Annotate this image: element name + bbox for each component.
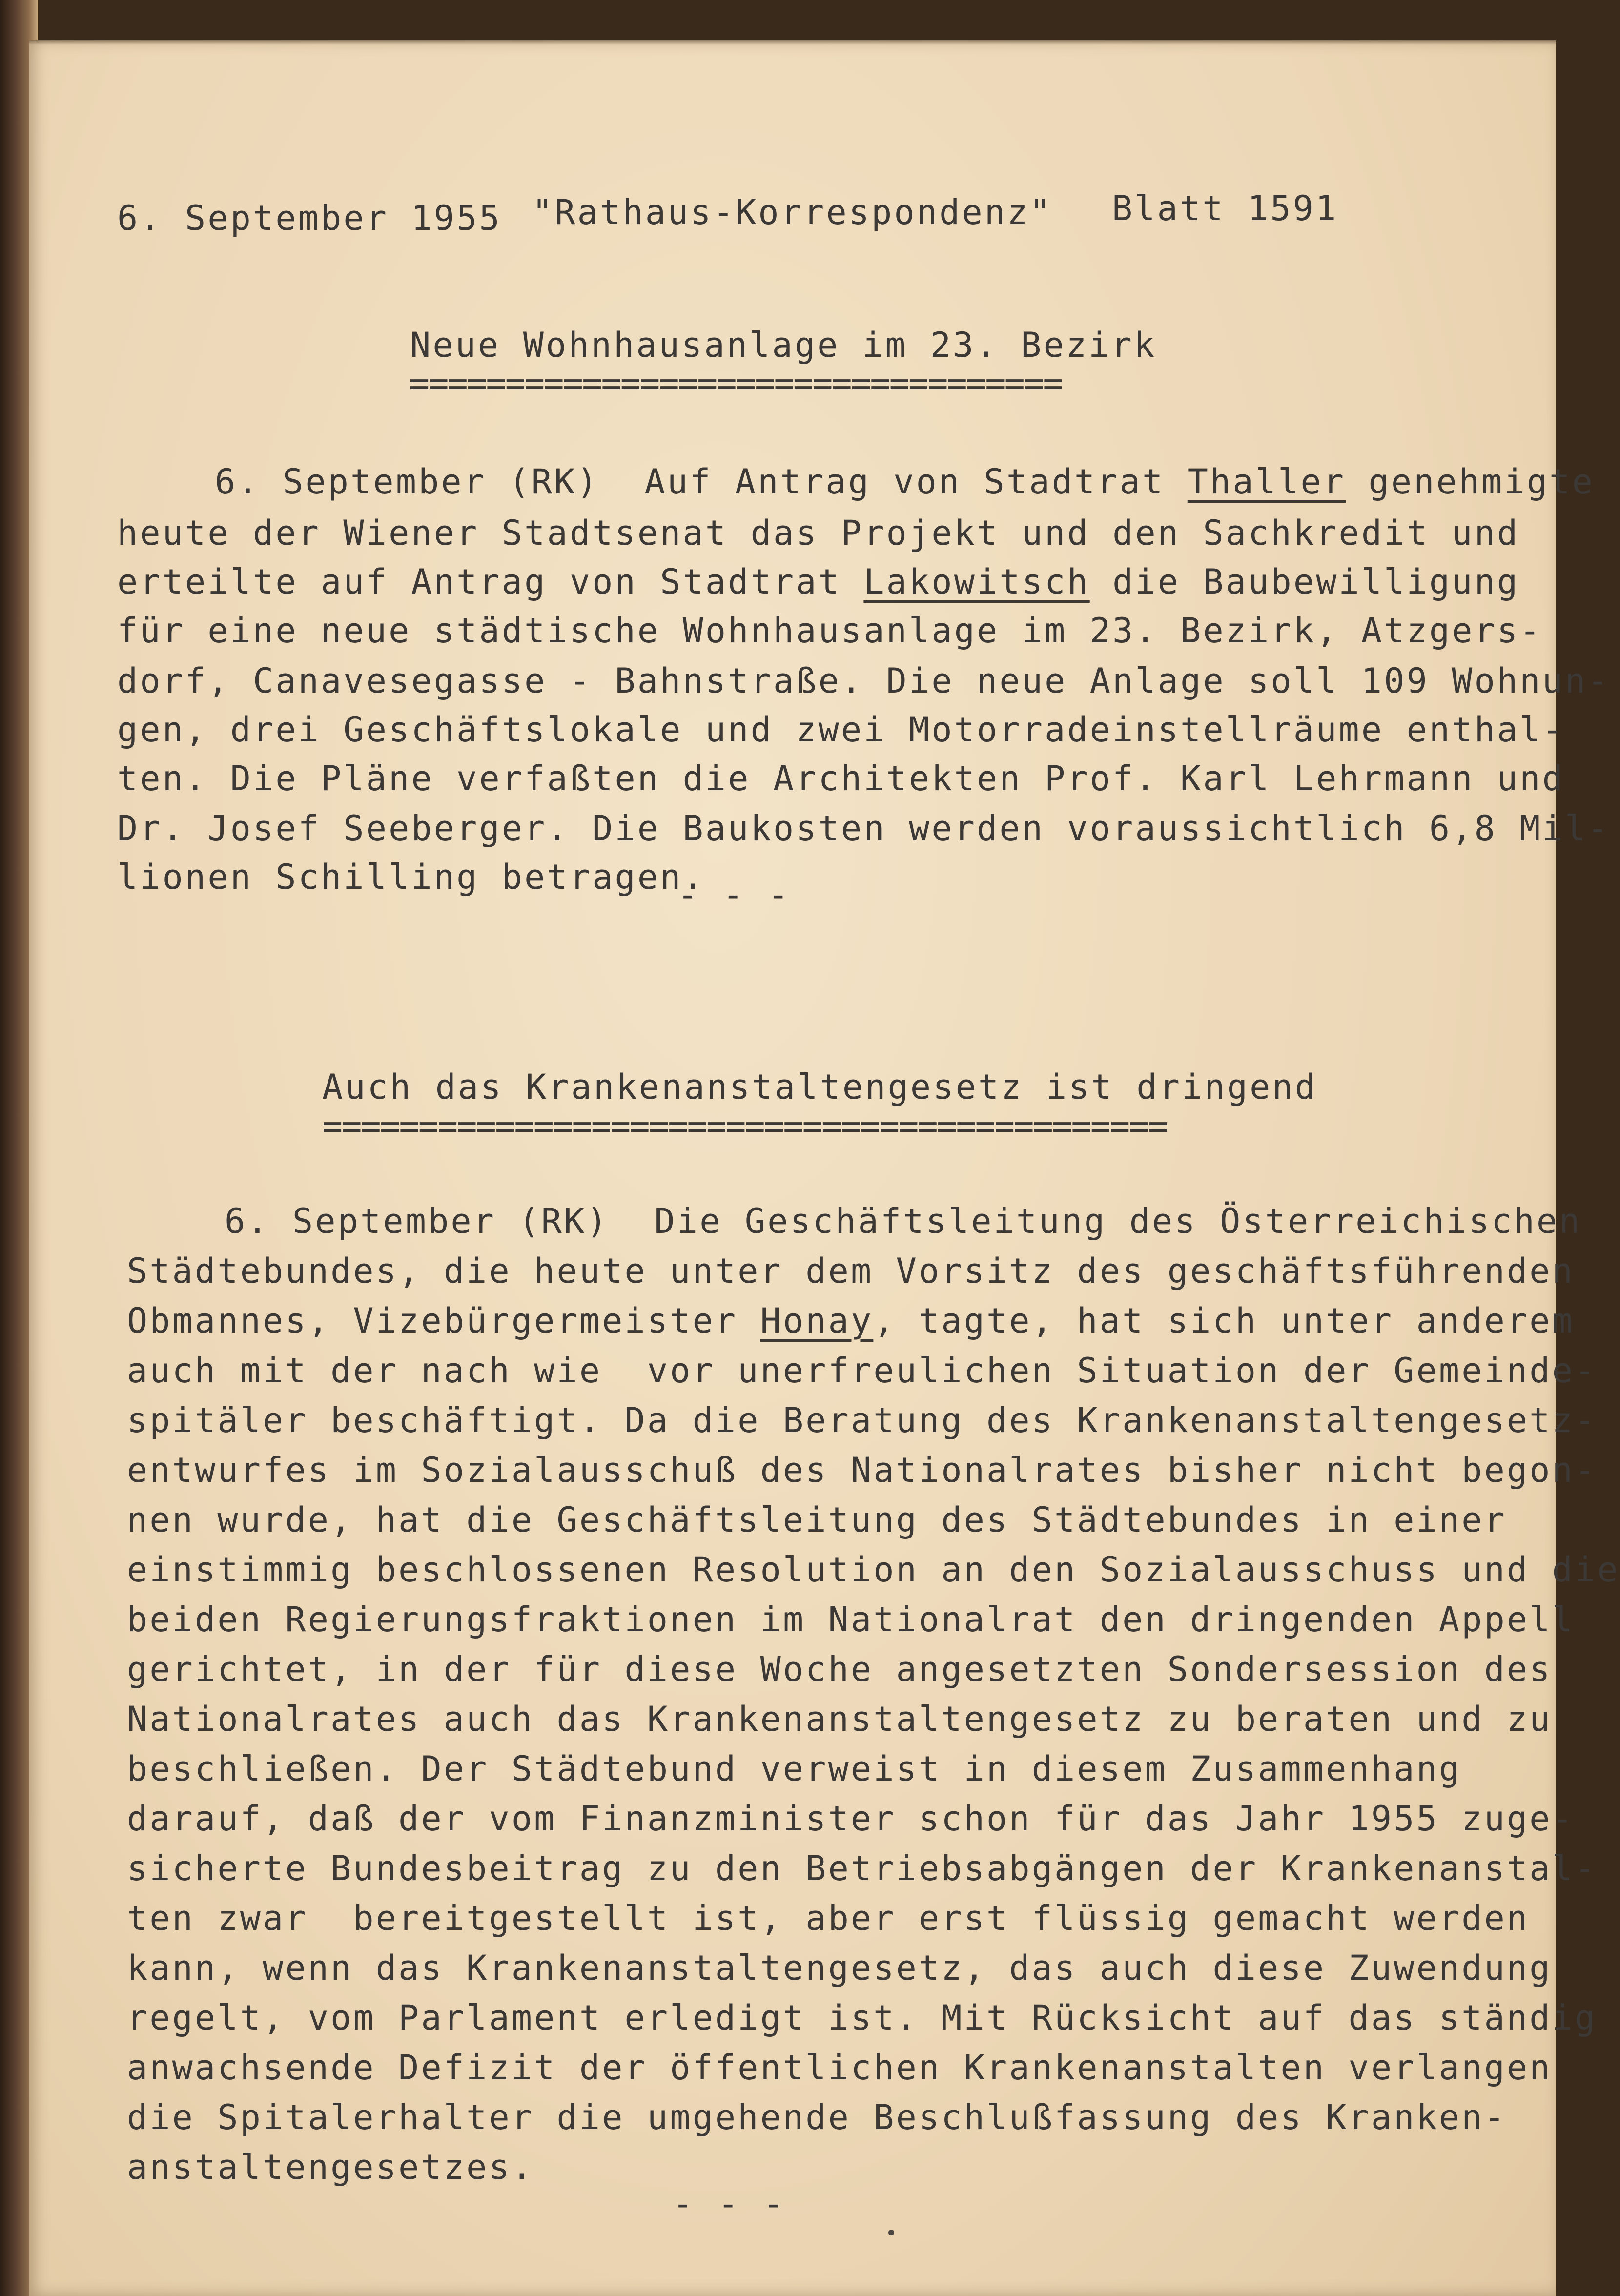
header-page-number: Blatt 1591 (1112, 188, 1338, 228)
article2-line: gerichtet, in der für diese Woche angesetzten Sondersession des (127, 1649, 1552, 1689)
ink-speck (888, 2230, 894, 2235)
article1-line: gen, drei Geschäftslokale und zwei Motorradeinstellräume enthal- (117, 710, 1565, 750)
article2-line: 6. September (RK) Die Geschäftsleitung des Österreichischen (225, 1201, 1582, 1241)
article2-line: anstaltengesetzes. (127, 2147, 534, 2187)
article2-line: einstimmig beschlossenen Resolution an den Sozialausschuss und die (127, 1550, 1620, 1590)
article2-line: darauf, daß der vom Finanzminister schon für das Jahr 1955 zuge- (127, 1799, 1575, 1839)
underlined-name: Honay (760, 1301, 874, 1341)
article2-line: anwachsende Defizit der öffentlichen Krankenanstalten verlangen (127, 2048, 1552, 2088)
article2-line: Nationalrates auch das Krankenanstaltengesetz zu beraten und zu (127, 1699, 1552, 1739)
article1-line: heute der Wiener Stadtsenat das Projekt und den Sachkredit und (117, 513, 1520, 553)
article1-line: dorf, Canavesegasse - Bahnstraße. Die neue Anlage soll 109 Wohnun- (117, 661, 1610, 701)
article2-line: beiden Regierungsfraktionen im Nationalrat den dringenden Appell (127, 1599, 1575, 1640)
article2-separator: - - - (673, 2184, 786, 2224)
page-edge-shadow (29, 40, 1556, 45)
article2-line: kann, wenn das Krankenanstaltengesetz, das auch diese Zuwendung (127, 1948, 1552, 1988)
underlined-name: Thaller (1187, 462, 1346, 502)
article1-line: Dr. Josef Seeberger. Die Baukosten werden voraussichtlich 6,8 Mil- (117, 808, 1610, 848)
line-text: 6. September (RK) Auf Antrag von Stadtrat (215, 462, 1188, 502)
article2-line (127, 1301, 1575, 1341)
article2-line: beschließen. Der Städtebund verweist in diesem Zusammenhang (127, 1749, 1462, 1789)
header-date: 6. September 1955 (117, 198, 502, 238)
article2-line: nen wurde, hat die Geschäftsleitung des Städtebundes in einer (127, 1500, 1507, 1540)
typewritten-page (29, 40, 1620, 2296)
line-text: genehmigte (1346, 462, 1595, 502)
article1-separator: - - - (677, 875, 791, 915)
article2-line: ten zwar bereitgestellt ist, aber erst flüssig gemacht werden (127, 1898, 1530, 1938)
line-text: erteilte auf Antrag von Stadtrat (117, 562, 864, 602)
line-text: , tagte, hat sich unter anderem (873, 1301, 1575, 1341)
article2-line: spitäler beschäftigt. Da die Beratung des Krankenanstaltengesetz- (127, 1400, 1598, 1440)
article2-title: Auch das Krankenanstaltengesetz ist dringend (322, 1067, 1318, 1107)
article1-title-underline: ================================== (409, 363, 1062, 403)
article2-line: Städtebundes, die heute unter dem Vorsitz des geschäftsführenden (127, 1251, 1575, 1291)
article2-line: regelt, vom Parlament erledigt ist. Mit Rücksicht auf das ständig (127, 1998, 1598, 2038)
underlined-name: Lakowitsch (863, 562, 1090, 602)
article2-line: sicherte Bundesbeitrag zu den Betriebsabgängen der Krankenanstal- (127, 1848, 1598, 1888)
article1-title: Neue Wohnhausanlage im 23. Bezirk (410, 325, 1157, 365)
article2-title-underline: ============================================ (322, 1106, 1168, 1146)
article1-line: für eine neue städtische Wohnhausanlage im 23. Bezirk, Atzgers- (117, 611, 1542, 651)
article1-line: lionen Schilling betragen. (117, 857, 705, 897)
line-text: die Baubewilligung (1089, 562, 1520, 602)
article1-line (117, 562, 1520, 602)
article1-line: ten. Die Pläne verfaßten die Architekten Prof. Karl Lehrmann und (117, 758, 1565, 799)
header-publication: "Rathaus-Korrespondenz" (532, 192, 1052, 232)
article2-line: auch mit der nach wie vor unerfreulichen Situation der Gemeinde- (127, 1351, 1598, 1391)
article1-line (215, 462, 1595, 502)
line-text: Obmannes, Vizebürgermeister (127, 1301, 760, 1341)
article2-line: die Spitalerhalter die umgehende Beschlußfassung des Kranken- (127, 2097, 1507, 2137)
article2-line: entwurfes im Sozialausschuß des Nationalrates bisher nicht begon- (127, 1450, 1598, 1490)
